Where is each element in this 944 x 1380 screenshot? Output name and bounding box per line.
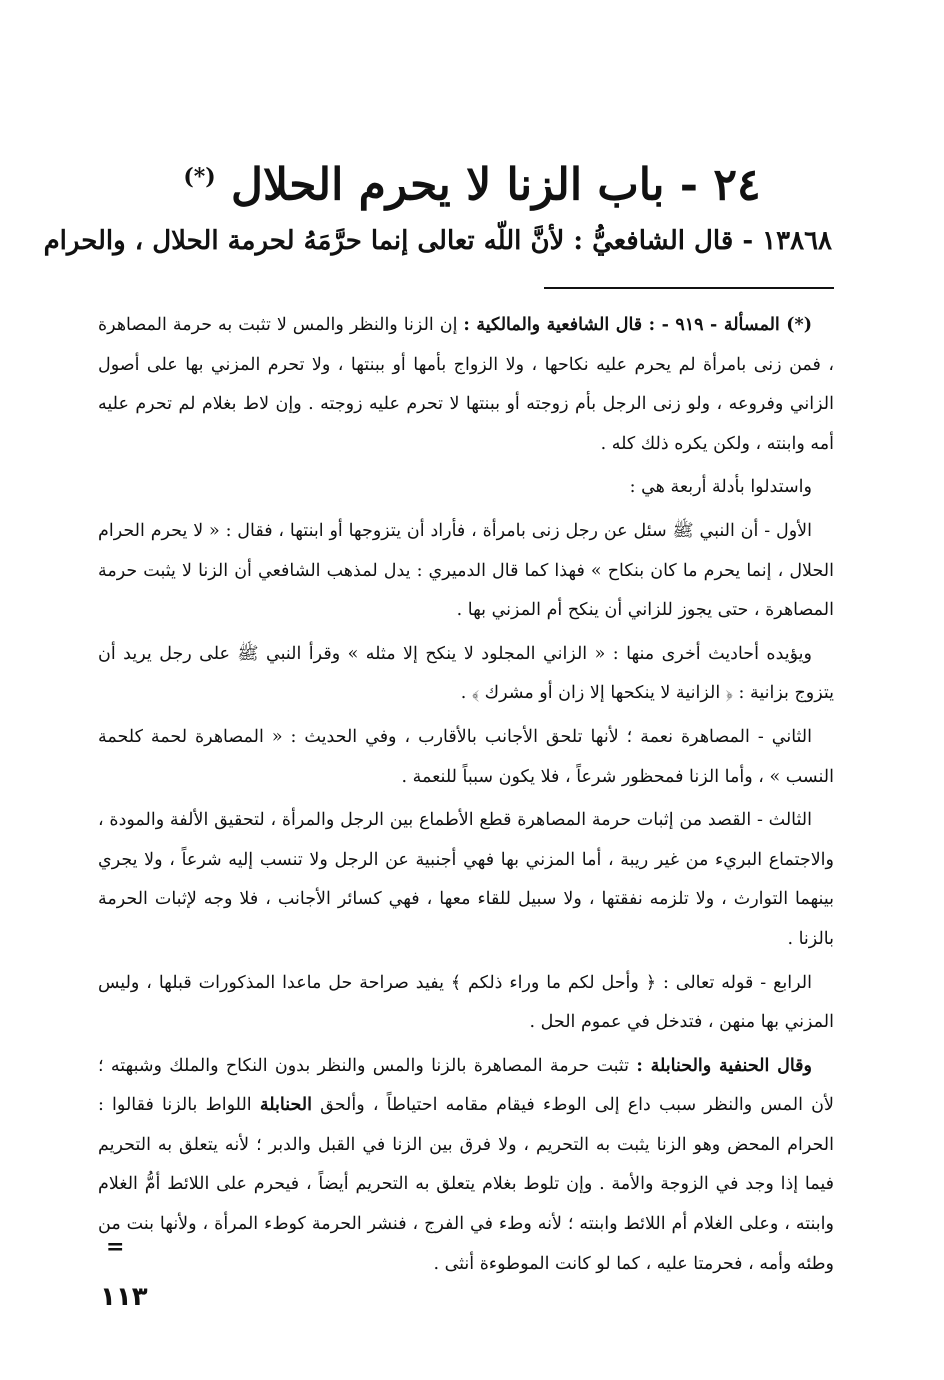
footnote-paragraph-7: الرابع - قوله تعالى : ﴿ وأحل لكم ما وراء ذلكم ﴾ يفيد صراحة حل ماعدا المذكورات قبلها ، وليس المزني بها منهن ، فتدخل في عموم الحل .: [98, 972, 834, 1033]
footnote-paragraph-6: الثالث - القصد من إثبات حرمة المصاهرة قطع الأطماع بين الرجل والمرأة ، لتحقيق الألفة والمودة ، والاجتماع البريء من غير ريبة ، أما المزني بها فهي أجنبية عن الرجل ولا تنسب إليه شرعاً ، ولا يجري بينهما التوارث ، ولا تلزمه نفقتها ، ولا سبيل للقاء معها ، فهي كسائر الأجانب ، فلا وجه لإثبات الحرمة بالزنا .: [98, 810, 834, 949]
main-text-line: ١٣٨٦٨ - قال الشافعيُّ : لأنَّ اللّه تعالى إنما حرَّمَهُ لحرمة الحلال ، والحرام: [43, 226, 832, 256]
footnote-separator: [544, 287, 834, 289]
footnotes-section: [98, 306, 834, 1288]
footnote-paragraph-4: ويؤيده أحاديث أخرى منها : « الزاني المجلود لا ينكح إلا مثله » وقرأ النبي ﷺ على رجل يريد أن يتزوج بزانية : ﴿ الزانية لا ينكحها إلا زان أو مشرك ﴾ .: [98, 643, 834, 704]
footnote-paragraph-8: [98, 1047, 834, 1285]
chapter-title: [150, 142, 794, 221]
footnote-marker: (*): [183, 164, 216, 190]
footnote-paragraph-2: واستدلوا بأدلة أربعة هي :: [629, 477, 812, 498]
footnote-label-hanafi-hanbali: وقال الحنفية والحنابلة :: [636, 1055, 812, 1076]
footnote-paragraph-5: الثاني - المصاهرة نعمة ؛ لأنها تلحق الأجانب بالأقارب ، وفي الحديث : « المصاهرة لحمة كلحمة النسب » ، وأما الزنا فمحظور شرعاً ، فلا يكون سبباً للنعمة .: [98, 726, 834, 787]
footnote-paragraph-3: الأول - أن النبي ﷺ سئل عن رجل زنى بامرأة ، فأراد أن يتزوجها أو ابنتها ، فقال : « لا يحرم الحرام الحلال ، إنما يحرم ما كان بنكاح » فهذا كما قال الدميري : يدل لمذهب الشافعي أن الزنا لا يثبت حرمة المصاهرة ، حتى يجوز للزاني أن ينكح أم المزني بها .: [98, 520, 834, 621]
page-number: ١١٣: [100, 1282, 148, 1312]
chapter-title-text: ٢٤ - باب الزنا لا يحرم الحلال: [231, 159, 761, 211]
footnote-label-hanbali: الحنابلة: [259, 1095, 312, 1116]
continuation-mark: =: [106, 1234, 125, 1260]
footnote-text-8b: اللواط بالزنا فقالوا : الحرام المحض وهو الزنا يثبت به التحريم ، ولا فرق بين الزنا في القبل والدبر ؛ لأنه يتعلق به التحريم فيما إذا وجد في الزوجة والأمة . وإن تلوط بغلام يتعلق به التحريم أيضاً ، فيحرم على اللائط أمُّ الغلام وابنته ، وعلى الغلام أم اللائط وابنته ؛ لأنه وطء في الفرج ، فنشر الحرمة كوطء المرأة ، ولأنها بنت من وطئه وأمه ، فحرمتا عليه ، كما لو كانت الموطوءة أنثى .: [98, 1095, 834, 1274]
footnote-text-1: إن الزنا والنظر والمس لا تثبت به حرمة المصاهرة ، فمن زنى بامرأة لم يحرم عليه نكاحها ، ولا الزواج بأمها أو ببنتها ، ولا تحرم المزني بها على أصول الزاني وفروعه ، ولو زنى الرجل بأم زوجته أو ببنتها لا تحرم عليه زوجته . وإن لاط بغلام لم تحرم عليه أمه وابنته ، ولكن يكره ذلك كله .: [98, 315, 834, 454]
footnote-paragraph-1: [98, 306, 834, 464]
footnote-text-8a: تثبت حرمة المصاهرة بالزنا والمس والنظر بدون النكاح والملك وشبهته ؛ لأن المس والنظر سبب داع إلى الوطء فيقام مقامه احتياطاً ، وألحق: [98, 1055, 834, 1116]
footnote-label-shafii-maliki: (*) المسألة - ٩١٩ - : قال الشافعية والمالكية :: [463, 315, 812, 335]
